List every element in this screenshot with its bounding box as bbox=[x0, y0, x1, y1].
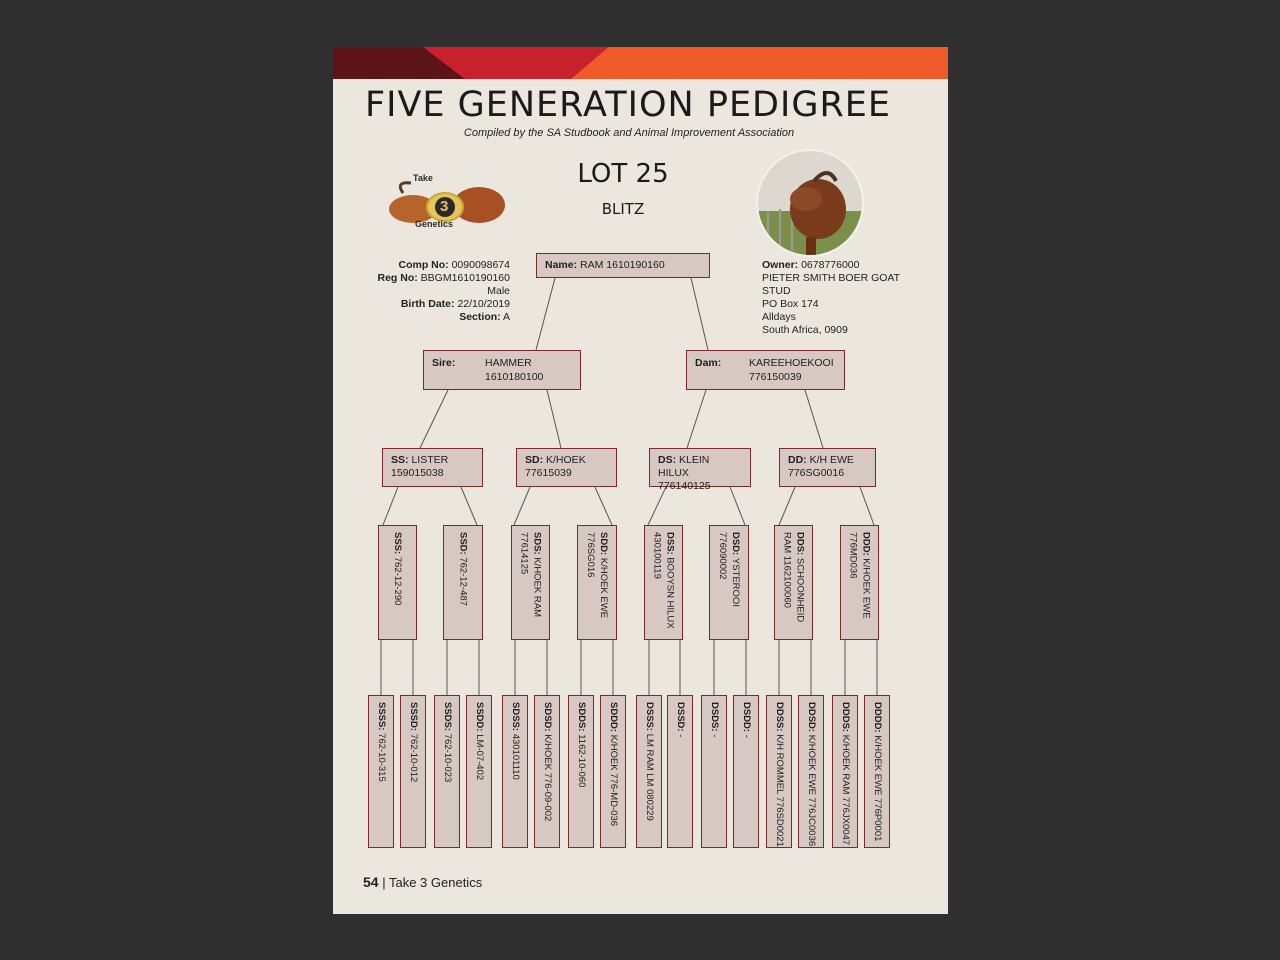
gen5-label: SSDD: bbox=[474, 702, 485, 732]
footer-separator: | bbox=[382, 875, 386, 890]
gen5-box bbox=[534, 695, 560, 848]
gen3-reg: 77615039 bbox=[525, 467, 572, 479]
owner-line1: PIETER SMITH BOER GOAT bbox=[762, 272, 901, 284]
gen5-label: SSSS: bbox=[376, 702, 387, 731]
gen5-value: - bbox=[709, 734, 720, 738]
birth-date: 22/10/2019 bbox=[457, 298, 510, 310]
lot-number: LOT 25 bbox=[577, 159, 669, 189]
gen3-reg: 776140125 bbox=[658, 480, 711, 492]
gen3-label: DS: bbox=[658, 454, 677, 466]
gen5-label: DDDD: bbox=[872, 702, 883, 733]
reg-no: BBGM1610190160 bbox=[420, 272, 510, 284]
gen4-box-dds bbox=[774, 525, 813, 640]
name-box bbox=[536, 253, 710, 278]
pedigree-page bbox=[333, 47, 948, 914]
reg-label: Reg No: bbox=[377, 272, 418, 284]
owner-line4: Alldays bbox=[762, 311, 796, 323]
page-title: FIVE GENERATION PEDIGREE bbox=[364, 85, 891, 125]
gen5-value: 762-10-023 bbox=[442, 733, 453, 783]
gen3-name: LISTER bbox=[411, 454, 449, 466]
gen4-label: DSS: bbox=[664, 532, 676, 555]
gen5-box bbox=[466, 695, 492, 848]
gen5-label: DDDS: bbox=[840, 702, 851, 733]
gen4-label: DDS: bbox=[794, 532, 806, 556]
gen5-box bbox=[864, 695, 890, 848]
gen4-box-ssd bbox=[443, 525, 483, 640]
name-label: Name: bbox=[545, 259, 578, 271]
sire-label: Sire: bbox=[432, 357, 456, 369]
gen3-label: DD: bbox=[788, 454, 807, 466]
gen3-name: K/HOEK bbox=[546, 454, 586, 466]
gen5-box bbox=[368, 695, 394, 848]
owner-line3: PO Box 174 bbox=[762, 298, 819, 310]
dam-reg: 776150039 bbox=[749, 371, 802, 383]
gen4-line1: BOOYSN HILUX bbox=[664, 557, 676, 629]
gen5-value: K/HOEK 776-09-002 bbox=[542, 734, 553, 822]
gen5-label: SSSD: bbox=[408, 702, 419, 732]
gen5-value: 762-10-012 bbox=[408, 733, 419, 783]
sire-reg: 1610180100 bbox=[485, 371, 544, 383]
gen4-line1: K/HOEK EWE bbox=[860, 558, 872, 619]
gen5-label: DSSS: bbox=[644, 702, 655, 732]
gen5-label: DDSS: bbox=[774, 702, 785, 732]
logo-top-text: Take bbox=[413, 173, 433, 183]
gen3-reg: 159015038 bbox=[391, 467, 444, 479]
gen4-line2: 776SG016 bbox=[585, 532, 596, 578]
gen5-value: 762-10-315 bbox=[376, 733, 387, 782]
gen5-box bbox=[832, 695, 858, 848]
gen5-value: - bbox=[675, 734, 686, 738]
dam-label: Dam: bbox=[695, 357, 722, 369]
gen4-line1: 762-12-487 bbox=[457, 557, 469, 606]
gen3-label: SS: bbox=[391, 454, 409, 466]
gen4-box-sdd bbox=[577, 525, 617, 640]
gen4-label: SSD: bbox=[457, 532, 469, 555]
gen3-box-ss bbox=[382, 448, 483, 487]
gen4-box-sss bbox=[378, 525, 417, 640]
gen5-label: SSDS: bbox=[442, 702, 453, 732]
dam-box bbox=[686, 350, 845, 390]
gen4-line2: 776090002 bbox=[717, 532, 728, 580]
gen4-box-sds bbox=[511, 525, 550, 640]
gen3-name: KLEIN HILUX bbox=[658, 454, 710, 479]
comp-no: 0090098674 bbox=[451, 259, 510, 271]
gen4-box-ddd bbox=[840, 525, 879, 640]
sire-box bbox=[423, 350, 581, 390]
gen4-box-dsd bbox=[709, 525, 749, 640]
gen5-label: SDDD: bbox=[608, 702, 619, 733]
gen5-value: 430101110 bbox=[510, 733, 521, 780]
gen5-value: K/HOEK RAM 776JX0047 bbox=[840, 734, 851, 846]
page-number: 54 bbox=[363, 874, 379, 890]
gen3-box-ds bbox=[649, 448, 751, 492]
dam-name: KAREEHOEKOOI bbox=[749, 357, 834, 369]
birth-label: Birth Date: bbox=[400, 298, 455, 310]
gen4-line2: RAM 1162100060 bbox=[781, 532, 793, 608]
name-value: RAM 1610190160 bbox=[580, 259, 665, 271]
gen5-value: - bbox=[741, 734, 752, 738]
gen5-box bbox=[701, 695, 727, 848]
gen4-line1: YSTEROOI bbox=[730, 557, 741, 607]
gen5-label: SDSS: bbox=[510, 702, 521, 732]
gen4-line1: SCHOONHEID bbox=[794, 557, 806, 623]
animal-sex: Male bbox=[487, 285, 510, 297]
gen5-label: DSSD: bbox=[675, 702, 686, 732]
gen5-label: DSDD: bbox=[741, 702, 752, 733]
logo-number: 3 bbox=[440, 198, 449, 215]
gen4-label: DSD: bbox=[730, 532, 741, 556]
gen4-label: SDD: bbox=[598, 532, 609, 556]
page-footer bbox=[363, 874, 482, 890]
gen3-box-sd bbox=[516, 448, 617, 487]
owner-line5: South Africa, 0909 bbox=[762, 324, 848, 336]
gen5-box bbox=[636, 695, 662, 848]
gen4-line1: K/HOEK EWE bbox=[598, 557, 609, 619]
section-label: Section: bbox=[459, 311, 501, 323]
gen4-box-dss bbox=[644, 525, 683, 640]
gen5-box bbox=[568, 695, 594, 848]
gen4-label: DDD: bbox=[860, 532, 872, 556]
gen3-label: SD: bbox=[525, 454, 544, 466]
owner-line2: STUD bbox=[762, 285, 791, 297]
gen5-box bbox=[600, 695, 626, 848]
gen4-line1: K/HOEK RAM bbox=[531, 557, 543, 617]
page-subtitle: Compiled by the SA Studbook and Animal Improvement Association bbox=[463, 127, 795, 139]
gen5-box bbox=[733, 695, 759, 848]
gen5-value: 1162-10-060 bbox=[576, 734, 587, 788]
section-value: A bbox=[502, 311, 510, 323]
gen5-box bbox=[798, 695, 824, 848]
gen5-label: SDDS: bbox=[576, 702, 587, 732]
gen5-box bbox=[400, 695, 426, 848]
sire-name: HAMMER bbox=[485, 357, 532, 369]
gen5-box bbox=[434, 695, 460, 848]
gen4-line1: 762-12-290 bbox=[392, 556, 403, 606]
gen5-value: K/HOEK 776-MD-036 bbox=[608, 734, 619, 827]
gen5-label: SDSD: bbox=[542, 702, 553, 732]
gen3-name: K/H EWE bbox=[809, 454, 854, 466]
gen5-value: K/HOEK EWE 776JC0036 bbox=[806, 734, 817, 847]
gen5-value: LM RAM LM 080229 bbox=[644, 733, 655, 821]
gen5-value: K/H ROMMEL 776SD0021 bbox=[774, 734, 785, 847]
gen4-label: SSS: bbox=[392, 532, 403, 555]
owner-id: 0678776000 bbox=[801, 259, 860, 271]
logo-bottom-text: Genetics bbox=[415, 219, 454, 229]
gen4-label: SDS: bbox=[531, 532, 543, 555]
animal-name: BLITZ bbox=[601, 200, 645, 218]
gen4-line2: 430100119 bbox=[651, 532, 663, 579]
owner-label: Owner: bbox=[762, 259, 799, 271]
gen3-box-dd bbox=[779, 448, 876, 487]
comp-label: Comp No: bbox=[398, 259, 449, 271]
gen5-label: DDSD: bbox=[806, 702, 817, 733]
gen5-box bbox=[502, 695, 528, 848]
gen5-label: DSDS: bbox=[709, 702, 720, 732]
gen5-box bbox=[766, 695, 792, 848]
gen4-line2: 77614125 bbox=[518, 532, 530, 575]
footer-text: Take 3 Genetics bbox=[388, 875, 483, 890]
gen3-reg: 776SG0016 bbox=[788, 467, 845, 479]
gen5-value: K/HOEK EWE 776P0001 bbox=[872, 735, 883, 842]
gen4-line2: 776MD036 bbox=[847, 532, 859, 579]
gen5-box bbox=[667, 695, 693, 848]
gen5-value: LM-07-402 bbox=[474, 734, 485, 781]
